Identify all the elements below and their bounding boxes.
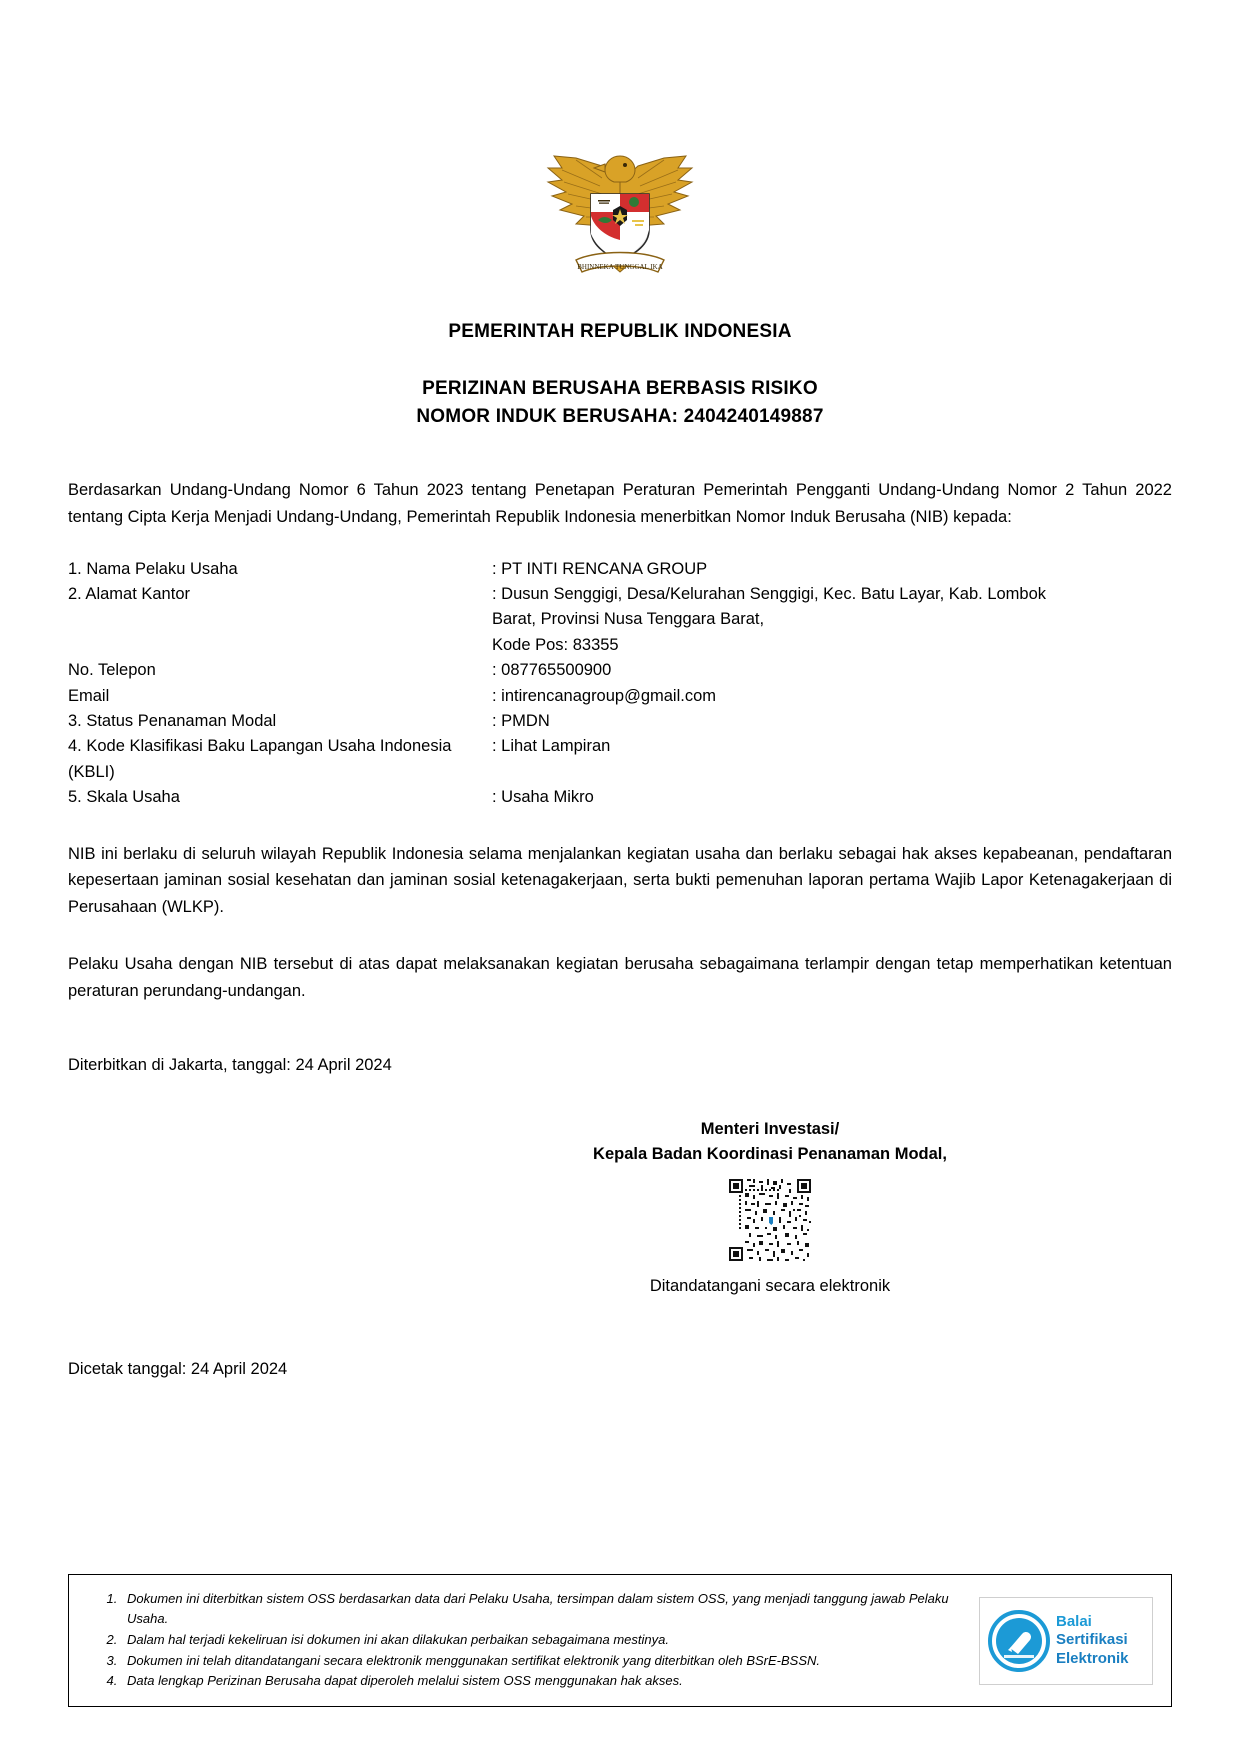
table-row — [68, 633, 1172, 658]
field-label: (KBLI) — [68, 762, 115, 781]
validity-paragraph: NIB ini berlaku di seluruh wilayah Republik Indonesia selama menjalankan kegiatan usaha dan berlaku sebagai hak akses kepabeanan, pendaftaran kepesertaan jaminan sosial kesehatan dan jaminan sosial ketenagakerjaan, serta bukti pemenuhan laporan pertama Wajib Lapor Ketenagakerjaan di Perusahaan (WLKP). — [68, 844, 1172, 917]
signatory-title-line-1: Menteri Investasi/ — [700, 1120, 840, 1139]
signatory-title-line-2: Kepala Badan Koordinasi Penanaman Modal, — [593, 1145, 947, 1164]
electronic-signature-note: Ditandatangani secara elektronik — [649, 1276, 891, 1295]
business-details-table — [68, 557, 1172, 811]
table-row — [68, 684, 1172, 709]
table-row — [68, 607, 1172, 632]
field-label: No. Telepon — [68, 661, 156, 680]
table-row — [68, 709, 1172, 734]
bsre-line-3: Elektronik — [1056, 1649, 1129, 1667]
table-row — [68, 557, 1172, 582]
field-value: : Usaha Mikro — [492, 788, 594, 807]
field-label: 3. Status Penanaman Modal — [68, 712, 277, 731]
page-title: PEMERINTAH REPUBLIK INDONESIA — [448, 321, 792, 342]
bsre-logo — [979, 1597, 1153, 1685]
field-value: : PMDN — [492, 712, 550, 731]
field-value: : 087765500900 — [492, 661, 612, 680]
nib-number-line: NOMOR INDUK BERUSAHA: 2404240149887 — [416, 405, 824, 427]
field-label — [68, 607, 492, 632]
field-value: Barat, Provinsi Nusa Tenggara Barat, — [492, 610, 765, 629]
list-item: 3. Dokumen ini telah ditandatangani secara elektronik menggunakan sertifikat elektronik yang diterbitkan oleh BSrE-BSSN. — [121, 1651, 967, 1671]
intro-paragraph: Berdasarkan Undang-Undang Nomor 6 Tahun 2023 tentang Penetapan Peraturan Pemerintah Pengganti Undang-Undang Nomor 2 Tahun 2022 tentang Cipta Kerja Menjadi Undang-Undang, Pemerintah Republik Indonesia menerbitkan Nomor Induk Berusaha (NIB) kepada: — [68, 481, 1172, 526]
list-item: 2. Dalam hal terjadi kekeliruan isi dokumen ini akan dilakukan perbaikan sebagaimana mestinya. — [121, 1630, 967, 1650]
table-row — [68, 582, 1172, 607]
svg-text:BHINNEKA TUNGGAL IKA: BHINNEKA TUNGGAL IKA — [577, 263, 663, 271]
bsre-logo-text — [1056, 1613, 1129, 1668]
field-value: : Dusun Senggigi, Desa/Kelurahan Senggigi, Kec. Batu Layar, Kab. Lombok — [492, 584, 1047, 603]
field-value: : Lihat Lampiran — [492, 737, 611, 756]
field-value — [492, 760, 1172, 785]
table-row — [68, 760, 1172, 785]
field-value: : intirencanagroup@gmail.com — [492, 686, 717, 705]
list-item: 4. Data lengkap Perizinan Berusaha dapat diperoleh melalui sistem OSS menggunakan hak akses. — [121, 1671, 967, 1691]
printed-date: Dicetak tanggal: 24 April 2024 — [68, 1359, 288, 1378]
bsre-line-1: Balai — [1056, 1613, 1092, 1631]
field-value: Kode Pos: 83355 — [492, 635, 619, 654]
bsre-seal-icon — [988, 1610, 1050, 1672]
garuda-pancasila-icon — [536, 138, 704, 288]
field-label: 5. Skala Usaha — [68, 788, 180, 807]
emblem-container — [68, 0, 1172, 288]
field-label — [68, 633, 492, 658]
qr-container — [368, 1177, 1172, 1263]
field-label: 4. Kode Klasifikasi Baku Lapangan Usaha Indonesia — [68, 737, 452, 756]
table-row — [68, 785, 1172, 810]
list-item: 1. Dokumen ini diterbitkan sistem OSS berdasarkan data dari Pelaku Usaha, tersimpan dalam sistem OSS, yang menjadi tanggung jawab Pelaku Usaha. — [121, 1589, 967, 1629]
footer-notes-box — [68, 1574, 1172, 1707]
issued-date: Diterbitkan di Jakarta, tanggal: 24 April 2024 — [68, 1056, 392, 1075]
field-label: 2. Alamat Kantor — [68, 584, 190, 603]
table-row — [68, 734, 1172, 759]
field-label: Email — [68, 686, 110, 705]
activity-paragraph: Pelaku Usaha dengan NIB tersebut di atas dapat melaksanakan kegiatan berusaha sebagaimana terlampir dengan tetap memperhatikan ketentuan peraturan perundang-undangan. — [68, 954, 1172, 1000]
footer-notes-list — [87, 1589, 967, 1692]
signature-block — [68, 1117, 1172, 1296]
field-value: : PT INTI RENCANA GROUP — [492, 559, 708, 578]
table-row — [68, 658, 1172, 683]
field-label: 1. Nama Pelaku Usaha — [68, 559, 238, 578]
signature-qr-code-icon — [727, 1177, 813, 1263]
document-subtitle — [68, 375, 1172, 430]
bsre-line-2: Sertifikasi — [1056, 1631, 1128, 1649]
subtitle-line-1: PERIZINAN BERUSAHA BERBASIS RISIKO — [422, 378, 818, 399]
